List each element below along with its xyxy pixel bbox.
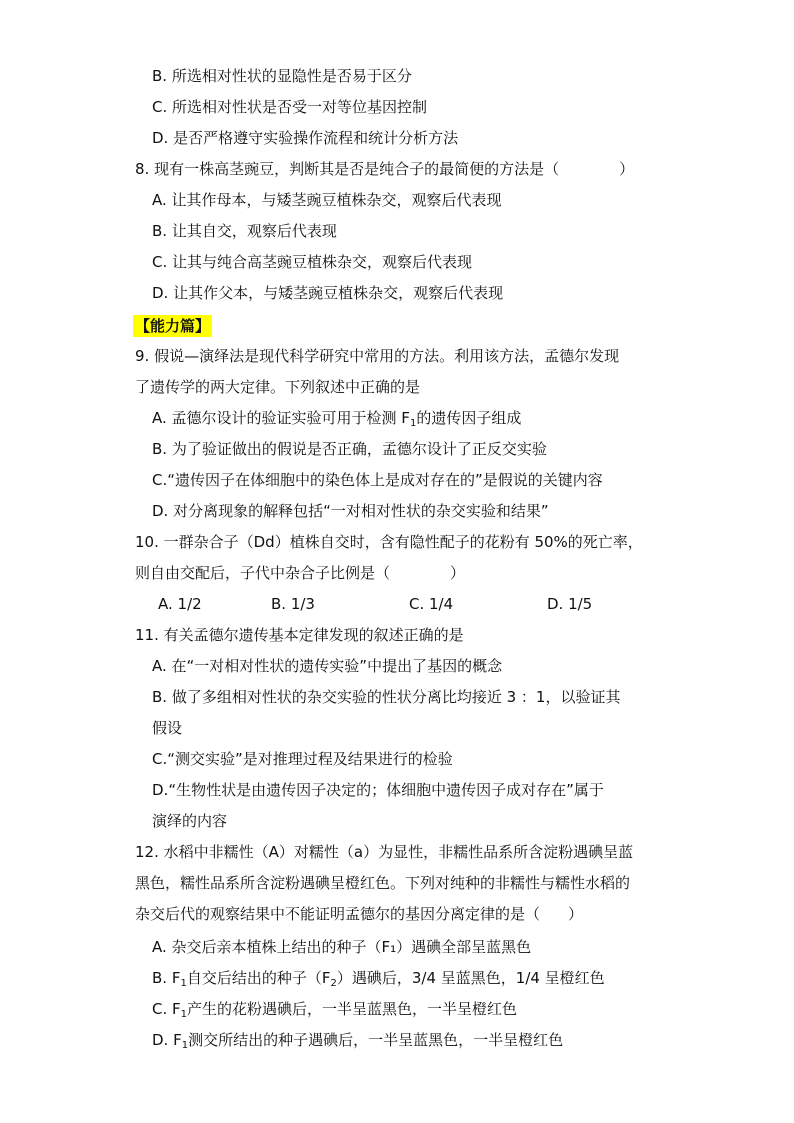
q10-option-d: D. 1/5	[547, 595, 593, 613]
q12-option-b-text: B. F	[152, 969, 181, 987]
q12-option-c-text-rest: 产生的花粉遇碘后，一半呈蓝黑色，一半呈橙红色	[187, 1000, 518, 1018]
q12-option-d	[152, 1030, 563, 1050]
q12-stem-line3-text: 杂交后代的观察结果中不能证明孟德尔的基因分离定律的是（	[135, 905, 541, 923]
q8-stem	[135, 159, 634, 179]
q8-close-paren: ）	[619, 160, 635, 178]
q9-option-c: C.“遗传因子在体细胞中的染色体上是成对存在的”是假说的关键内容	[152, 471, 603, 489]
q12-stem-line3	[135, 904, 583, 924]
q11-option-a: A. 在“一对相对性状的遗传实验”中提出了基因的概念	[152, 657, 503, 675]
q8-option-d: D. 让其作父本，与矮茎豌豆植株杂交，观察后代表现	[152, 284, 504, 302]
subscript: 2	[330, 978, 337, 989]
q11-stem: 11. 有关孟德尔遗传基本定律发现的叙述正确的是	[135, 626, 464, 644]
q7-option-c: C. 所选相对性状是否受一对等位基因控制	[152, 98, 428, 116]
q10-option-a: A. 1/2	[158, 595, 202, 613]
q9-stem-line2: 了遗传学的两大定律。下列叙述中正确的是	[135, 378, 421, 396]
q10-close-paren: ）	[450, 564, 466, 582]
q7-option-b: B. 所选相对性状的显隐性是否易于区分	[152, 67, 412, 85]
q12-stem-line1: 12. 水稻中非糯性（A）对糯性（a）为显性，非糯性品系所含淀粉遇碘呈蓝	[135, 843, 634, 861]
q10-option-b: B. 1/3	[271, 595, 315, 613]
q12-stem-line2: 黑色，糯性品系所含淀粉遇碘呈橙红色。下列对纯种的非糯性与糯性水稻的	[135, 874, 631, 892]
q12-option-c	[152, 999, 517, 1019]
q12-option-b-text-mid: 自交后结出的种子（F	[186, 969, 331, 987]
subscript: 1	[409, 418, 417, 429]
section-heading-ability: 【能力篇】	[135, 317, 211, 335]
q12-option-a: A. 杂交后亲本植株上结出的种子（F₁）遇碘全部呈蓝黑色	[152, 938, 532, 956]
subscript: 1	[180, 1009, 188, 1020]
q9-option-b: B. 为了验证做出的假说是否正确，孟德尔设计了正反交实验	[152, 440, 547, 458]
q12-option-b	[152, 968, 605, 988]
q9-option-a-text: A. 孟德尔设计的验证实验可用于检测 F	[152, 409, 410, 427]
q11-option-c: C.“测交实验”是对推理过程及结果进行的检验	[152, 750, 453, 768]
q8-option-a: A. 让其作母本，与矮茎豌豆植株杂交，观察后代表现	[152, 191, 502, 209]
q11-option-d-line1: D.“生物性状是由遗传因子决定的；体细胞中遗传因子成对存在”属于	[152, 781, 604, 799]
q8-stem-text: 8. 现有一株高茎豌豆，判断其是否是纯合子的最简便的方法是（	[135, 160, 560, 178]
q11-option-b-line1: B. 做了多组相对性状的杂交实验的性状分离比均接近 3 ：1，以验证其	[152, 688, 621, 706]
q7-option-d: D. 是否严格遵守实验操作流程和统计分析方法	[152, 129, 459, 147]
subscript: 1	[181, 1040, 189, 1051]
q9-option-a-text-rest: 的遗传因子组成	[416, 409, 522, 427]
q12-close-paren: ）	[568, 905, 584, 923]
q10-option-c: C. 1/4	[409, 595, 454, 613]
q9-option-d: D. 对分离现象的解释包括“一对相对性状的杂交实验和结果”	[152, 502, 549, 520]
q12-option-d-text: D. F	[152, 1031, 182, 1049]
q12-option-c-text: C. F	[152, 1000, 181, 1018]
subscript: 1	[180, 978, 187, 989]
q10-stem-line2	[135, 563, 465, 583]
q12-option-d-text-rest: 测交所结出的种子遇碘后，一半呈蓝黑色，一半呈橙红色	[188, 1031, 564, 1049]
q9-stem-line1: 9. 假说—演绎法是现代科学研究中常用的方法。利用该方法，孟德尔发现	[135, 347, 620, 365]
q11-option-d-line2: 演绎的内容	[152, 812, 228, 830]
q8-option-c: C. 让其与纯合高茎豌豆植株杂交，观察后代表现	[152, 253, 473, 271]
q9-option-a	[152, 408, 521, 428]
q8-option-b: B. 让其自交，观察后代表现	[152, 222, 337, 240]
q11-option-b-line2: 假设	[152, 719, 183, 737]
q12-option-b-text-rest: ）遇碘后，3/4 呈蓝黑色，1/4 呈橙红色	[336, 969, 605, 987]
q10-stem-line1: 10. 一群杂合子（Dd）植株自交时，含有隐性配子的花粉有 50%的死亡率，	[135, 533, 643, 551]
q10-stem-line2-text: 则自由交配后，子代中杂合子比例是（	[135, 564, 391, 582]
